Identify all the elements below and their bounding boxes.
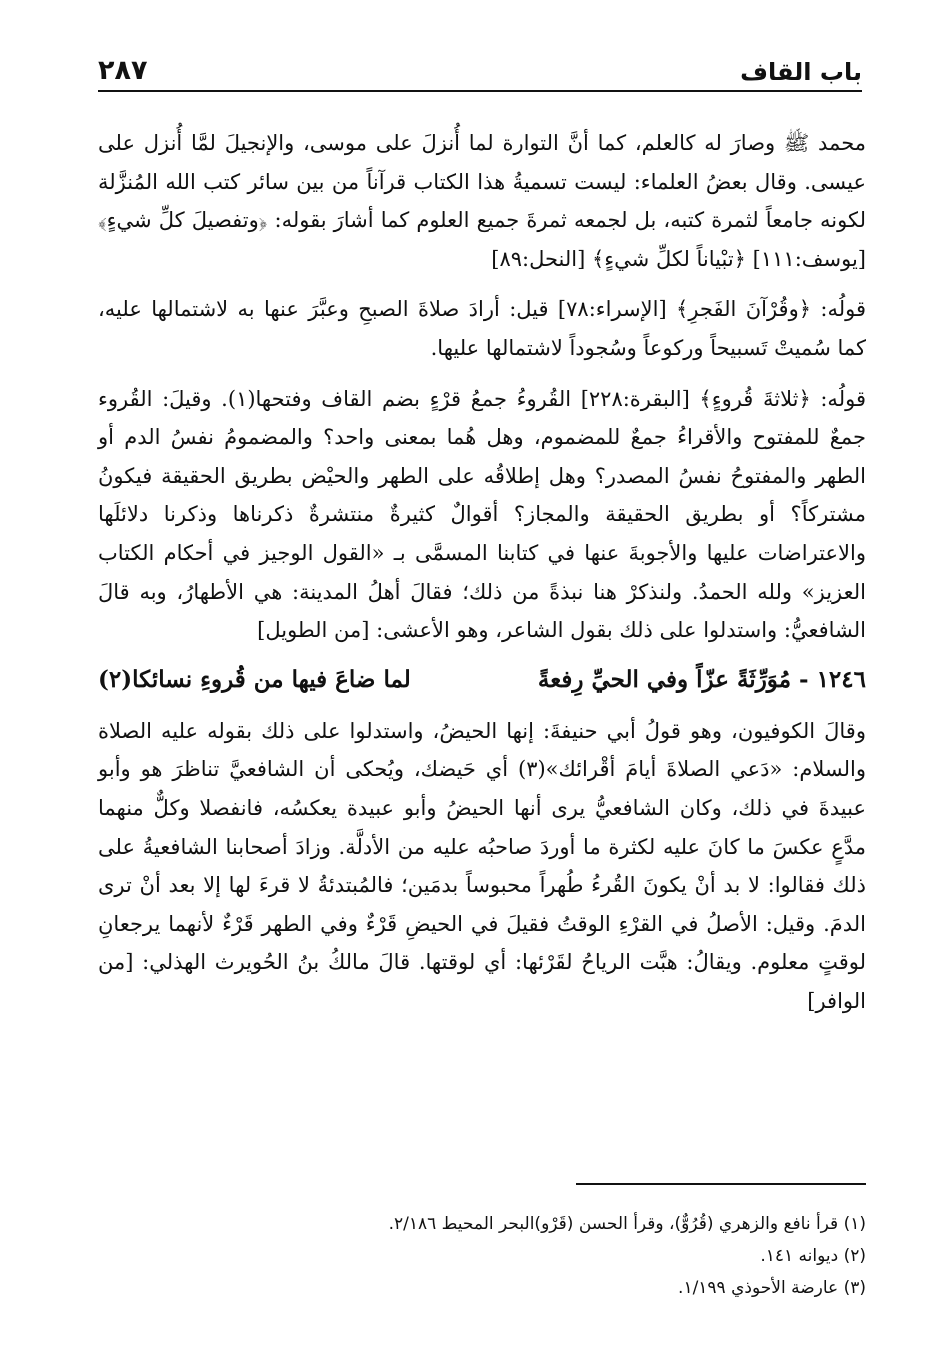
verse-second-hemistich: لما ضاعَ فيها من قُروءِ نسائكا(٢) [98,665,411,693]
footnote-1: (١) قرأ نافع والزهري (قُرُوٌّ)، وقرأ الحسن (قَرْو)البحر المحيط ٢/١٨٦. [388,1214,866,1234]
footnote-3: (٣) عارضة الأحوذي ١/١٩٩. [678,1278,866,1298]
footnote-2: (٢) ديوانه ١٤١. [760,1246,866,1266]
page-number: ٢٨٧ [98,55,148,86]
chapter-title: باب القاف [740,58,862,86]
verse-first-hemistich: ١٢٤٦ - مُوَرِّثَةً عزّاً وفي الحيِّ رِفعةً [537,665,866,693]
page-header [98,52,862,92]
footnote-divider [576,1183,866,1185]
footnotes [98,1208,866,1304]
main-text [98,124,866,1020]
paragraph-quru: قولُه: ﴿ثلاثةَ قُروءٍ﴾ [البقرة:٢٢٨] القُروءُ جمعُ قرْءٍ بضم القاف وفتحها(١). وقيلَ: القُروء جمعٌ للمفتوح والأقراءُ جمعٌ للمضموم، وهل هُما بمعنى واحد؟ والمضمومُ نفسُ الدم أو الطهر والمفتوحُ نفسُ المصدر؟ وهل إطلاقُه على الطهر والحيْض بطريق الحقيقة فيكونُ مشتركاً؟ أو بطريق الحقيقة والمجاز؟ أقوالٌ كثيرةٌ منتشرةٌ ذكرناها وذكرنا دلائلَها والاعتراضات عليها والأجوبةَ عنها في كتابنا المسمَّى بـ «القول الوجيز في أحكام الكتاب العزيز» ولله الحمدُ. ولنذكرْ هنا نبذةً من ذلك؛ فقالَ أهلُ المدينة: هي الأطهارُ، وبه قالَ الشافعيُّ: واستدلوا على ذلك بقول الشاعر، وهو الأعشى: [من الطويل] [98,386,866,643]
paragraph-quran-fajr: قولُه: ﴿وقُرْآنَ الفَجرِ﴾ [الإسراء:٧٨] قيل: أرادَ صلاةَ الصبحِ وعبَّرَ عنها به لاشتمالها عليه، كما سُميتْ تَسبيحاً وركوعاً وسُجوداً لاشتمالها عليها. [98,297,867,360]
poetry-verse [98,660,866,700]
paragraph-quran-naming: محمد ﷺ وصارَ له كالعلم، كما أنَّ التوارة لما أُنزلَ على موسى، والإنجيلَ لمَّا أُنزل على عيسى. وقال بعضُ العلماء: ليست تسميةُ هذا الكتاب قرآناً من بين سائر كتب الله المُنزَّلة لكونه جامعاً لثمرة كتبه، بل لجمعه ثمرةَ جميع العلوم كما أشارَ بقوله: ﴿وتفصيلَ كلِّ شيءٍ﴾ [يوسف:١١١] ﴿تبْياناً لكلِّ شيءٍ﴾ [النحل:٨٩] [98,131,866,271]
paragraph-kufans: وقالَ الكوفيون، وهو قولُ أبي حنيفةَ: إنها الحيضُ، واستدلوا على ذلك بقوله عليه الصلاة والسلام: «دَعي الصلاةَ أيامَ أقْرائك»(٣) أي حَيضك، ويُحكى أن الشافعيَّ تناظرَ هو وأبو عبيدةَ في ذلك، وكان الشافعيُّ يرى أنها الحيضُ وأبو عبيدة يعكسُه، فانفصلا وكلٌّ منهما مدَّعٍ عكسَ ما كانَ عليه لكثرة ما أوردَ صاحبُه عليه من الأدلَّة. وزادَ أصحابنا الشافعيةُ على ذلك فقالوا: لا بد أنْ يكونَ القُرءُ طُهراً محبوساً بدمَين؛ فالمُبتدئةُ لا قرءَ لها إلا بعد أنْ ترى الدمَ. وقيل: الأصلُ في القرْءِ الوقتُ فقيلَ في الحيضِ قَرْءٌ وفي الطهر قَرْءٌ لأنهما يرجعانِ لوقتٍ معلوم. ويقالُ: هبَّت الرياحُ لقَرْئها: أي لوقتها. قالَ مالكُ بنُ الحُويرث الهذلي: [من الوافر] [98,718,867,1013]
